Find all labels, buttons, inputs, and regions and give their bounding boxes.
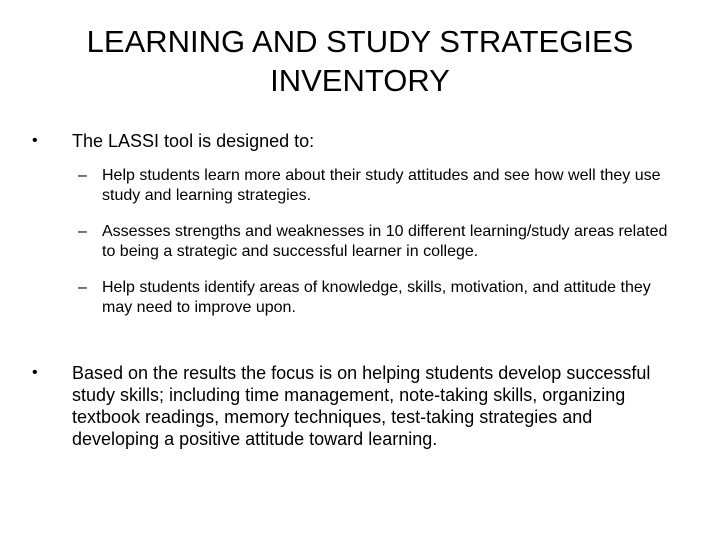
title-line-2: INVENTORY xyxy=(270,63,450,98)
subbullet-marker: – xyxy=(78,279,87,296)
subbullet-marker: – xyxy=(78,167,87,184)
subbullet-text: Help students learn more about their study attitudes and see how well they use study and learning strategies. xyxy=(102,167,661,204)
bullet-text: The LASSI tool is designed to: xyxy=(72,131,315,151)
subbullet-text: Assesses strengths and weaknesses in 10 different learning/study areas related to being a strategic and successful learner in college. xyxy=(102,223,668,260)
slide-title xyxy=(40,22,680,100)
subbullet-marker: – xyxy=(78,223,87,240)
bullet-text: Based on the results the focus is on helping students develop successful study skills; including time management, note-taking skills, organizing textbook readings, memory techniques, test-taking strategies and developing a positive attitude toward learning. xyxy=(72,363,651,449)
title-line-1: LEARNING AND STUDY STRATEGIES xyxy=(86,24,634,59)
bullet-marker: • xyxy=(32,364,38,381)
subbullet-text: Help students identify areas of knowledge, skills, motivation, and attitude they may need to improve upon. xyxy=(102,279,651,316)
bullet-marker: • xyxy=(32,132,38,149)
